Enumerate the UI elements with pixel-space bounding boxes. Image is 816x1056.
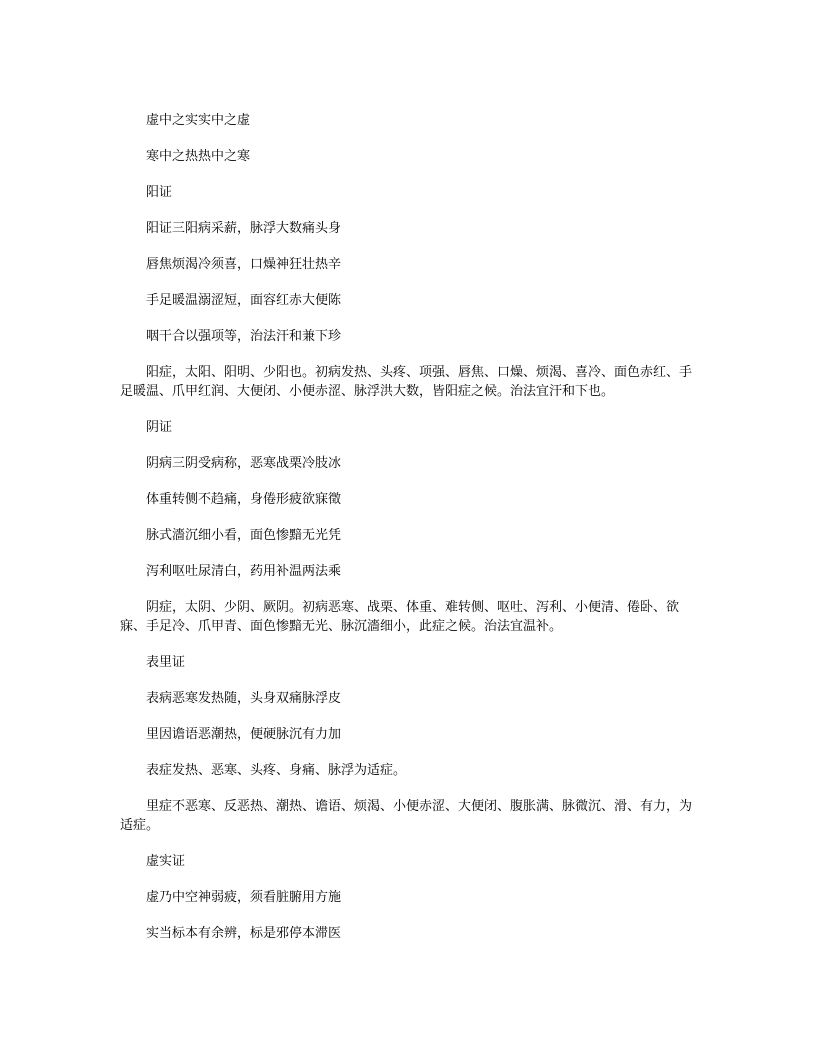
verse-line: 虚乃中空神弱疲，须看脏腑用方施 [146,890,342,905]
section-heading-biaoli: 表里证 [146,655,186,670]
section-heading-xushi: 虚实证 [146,854,186,869]
verse-line: 手足暖温溺涩短，面容红赤大便陈 [146,293,342,308]
verse-line: 阴病三阴受病称，恶寒战栗冷肢冰 [146,456,342,471]
verse-line: 实当标本有余辨，标是邪停本滞医 [146,926,342,941]
prose-paragraph: 阴症，太阴、少阴、厥阴。初病恶寒、战栗、体重、难转侧、呕吐、泻利、小便清、倦卧、欲寐、手足冷、爪甲青、面色惨黯无光、脉沉濇细小，此症之候。治法宜温补。 [120,600,680,634]
verse-line: 脉式濇沉细小看，面色惨黯无光凭 [146,528,342,543]
prose-paragraph: 阳症，太阳、阳明、少阳也。初病发热、头疼、项强、唇焦、口燥、烦渴、喜冷、面色赤红、手足暖温、爪甲红润、大便闭、小便赤涩、脉浮洪大数，皆阳症之候。治法宜汗和下也。 [120,365,693,399]
verse-line: 里因谵语恶潮热，便硬脉沉有力加 [146,727,342,742]
document-body [120,111,698,960]
verse-line: 寒中之热热中之寒 [146,149,251,164]
verse-line: 表病恶寒发热随，头身双痛脉浮皮 [146,691,342,706]
verse-line: 咽干合以强项等，治法汗和兼下珍 [146,329,342,344]
section-heading-yin: 阴证 [146,420,173,435]
verse-line: 阳证三阳病采薪，脉浮大数痛头身 [146,221,342,236]
verse-line: 体重转侧不趋痛，身倦形疲欲寐徵 [146,492,342,507]
verse-line: 唇焦烦渴冷须喜，口燥神狂壮热辛 [146,257,342,272]
verse-line: 泻利呕吐尿清白，药用补温两法乘 [146,564,342,579]
verse-line: 虚中之实实中之虚 [146,113,251,128]
prose-paragraph: 里症不恶寒、反恶热、潮热、谵语、烦渴、小便赤涩、大便闭、腹胀满、脉微沉、滑、有力，为适症。 [120,799,693,833]
prose-paragraph: 表症发热、恶寒、头疼、身痛、脉浮为适症。 [146,763,407,778]
section-heading-yang: 阳证 [146,185,173,200]
